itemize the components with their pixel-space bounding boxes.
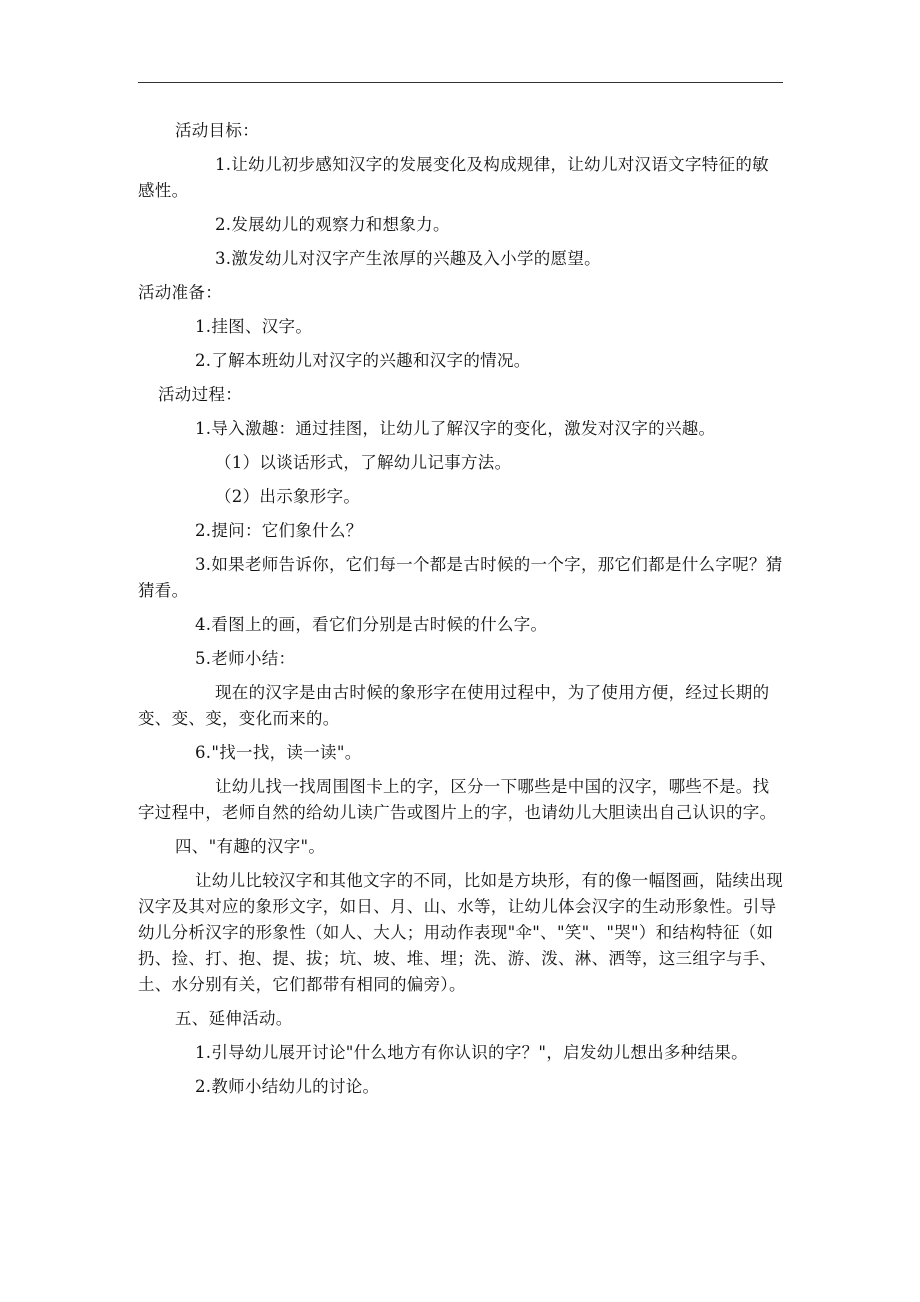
process-step-5-text: 现在的汉字是由古时候的象形字在使用过程中，为了使用方便，经过长期的变、变、变，变化而来的。 [138, 683, 770, 728]
prep-item-1: 1.挂图、汉字。 [195, 317, 313, 336]
process-step-1b: （2）出示象形字。 [215, 487, 361, 506]
prep-heading: 活动准备： [138, 283, 222, 302]
process-step-1a: （1）以谈话形式，了解幼儿记事方法。 [215, 453, 512, 472]
goal-item-3: 3.激发幼儿对汉字产生浓厚的兴趣及入小学的愿望。 [215, 249, 601, 268]
process-heading: 活动过程： [158, 385, 242, 404]
process-step-6: 6."找一找，读一读"。 [195, 743, 362, 762]
goal-item-1: 1.让幼儿初步感知汉字的发展变化及构成规律，让幼儿对汉语文字特征的敏感性。 [138, 155, 769, 200]
goal-item-2: 2.发展幼儿的观察力和想象力。 [215, 215, 450, 234]
prep-item-2: 2.了解本班幼儿对汉字的兴趣和汉字的情况。 [195, 351, 531, 370]
process-step-2: 2.提问：它们象什么？ [195, 521, 363, 540]
section-4-text: 让幼儿比较汉字和其他文字的不同，比如是方块形，有的像一幅图画，陆续出现汉字及其对应的象形文字，如日、月、山、水等，让幼儿体会汉字的生动形象性。引导幼儿分析汉字的形象性（如人、大人；用动作表现"伞"、"笑"、"哭"）和结构特征（如扔、捡、打、抱、提、拔；坑、坡、堆、埋；洗、游、泼、淋、洒等，这三组字与手、土、水分别有关，它们都带有相同的偏旁）。 [138, 871, 783, 994]
process-step-4: 4.看图上的画，看它们分别是古时候的什么字。 [195, 615, 548, 634]
section-5-heading: 五、延伸活动。 [175, 1009, 293, 1028]
extension-item-1: 1.引导幼儿展开讨论"什么地方有你认识的字？"，启发幼儿想出多种结果。 [195, 1043, 748, 1062]
process-step-6-text: 让幼儿找一找周围图卡上的字，区分一下哪些是中国的汉字，哪些不是。找字过程中，老师自然的给幼儿读广告或图片上的字，也请幼儿大胆读出自己认识的字。 [138, 777, 777, 822]
header-rule [138, 82, 783, 83]
section-4-heading: 四、"有趣的汉字"。 [175, 837, 326, 856]
process-step-1: 1.导入激趣：通过挂图，让幼儿了解汉字的变化，激发对汉字的兴趣。 [195, 419, 716, 438]
process-step-5: 5.老师小结： [195, 649, 296, 668]
extension-item-2: 2.教师小结幼儿的讨论。 [195, 1077, 380, 1096]
process-step-3: 3.如果老师告诉你，它们每一个都是古时候的一个字，那它们都是什么字呢？猜猜看。 [138, 555, 783, 600]
goals-heading: 活动目标： [175, 121, 259, 140]
document-body [138, 118, 783, 1108]
